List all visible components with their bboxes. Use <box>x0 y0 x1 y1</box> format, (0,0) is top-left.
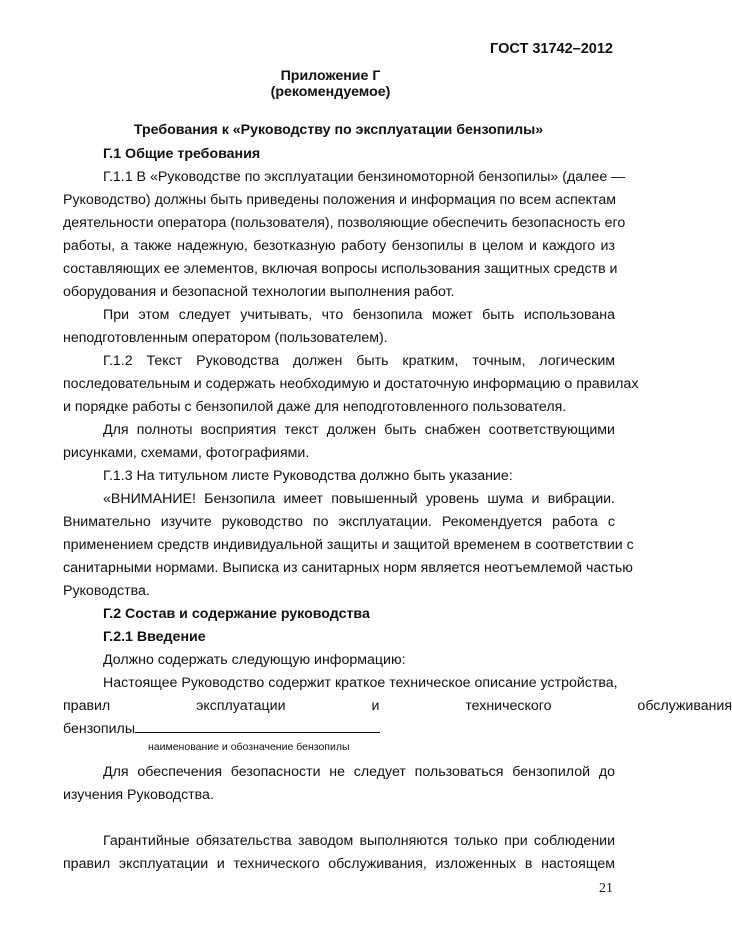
paragraph-line: оборудования и безопасной технологии выполнения работ. <box>63 284 455 300</box>
fill-in-blank <box>135 718 380 733</box>
paragraph-line: работы, а также надежную, безотказную работу бензопилы в целом и каждого из <box>63 238 615 254</box>
warning-line: применением средств индивидуальной защиты и защитой временем в соответствии с <box>63 537 634 553</box>
warning-line: Руководства. <box>63 583 150 599</box>
paragraph-line: Для обеспечения безопасности не следует пользоваться бензопилой до <box>103 764 615 780</box>
paragraph-line: Г.1.2 Текст Руководства должен быть кратким, точным, логическим <box>103 353 615 369</box>
heading-g2: Г.2 Состав и содержание руководства <box>103 606 370 622</box>
paragraph-line: деятельности оператора (пользователя), позволяющие обеспечить безопасность его <box>63 215 626 231</box>
section-title: Требования к «Руководству по эксплуатации бензопилы» <box>133 122 544 138</box>
paragraph-line: Настоящее Руководство содержит краткое техническое описание устройства, <box>103 675 618 691</box>
paragraph-line: При этом следует учитывать, что бензопила может быть использована <box>103 307 615 323</box>
appendix-title: Приложение Г <box>280 68 381 84</box>
paragraph-line: последовательным и содержать необходимую и достаточную информацию о правилах <box>63 376 639 392</box>
paragraph-line: Г.1.3 На титульном листе Руководства должно быть указание: <box>103 468 513 484</box>
paragraph-line: неподготовленным оператором (пользователем). <box>63 330 388 346</box>
page-number: 21 <box>599 881 613 896</box>
paragraph-line: рисунками, схемами, фотографиями. <box>63 445 310 461</box>
paragraph-line: Для полноты восприятия текст должен быть снабжен соответствующими <box>103 422 615 438</box>
paragraph-line: правил эксплуатации и технического обслуживания, изложенных в настоящем <box>63 856 615 872</box>
warning-line: Внимательно изучите руководство по эксплуатации. Рекомендуется работа с <box>63 514 615 530</box>
paragraph-line: составляющих ее элементов, включая вопросы использования защитных средств и <box>63 261 618 277</box>
paragraph-line: изучения Руководства. <box>63 787 214 803</box>
paragraph-line: правил эксплуатации и технического обслуживания <box>63 698 732 714</box>
paragraph-line: Гарантийные обязательства заводом выполняются только при соблюдении <box>103 833 615 849</box>
standard-code: ГОСТ 31742–2012 <box>490 41 613 57</box>
blank-line <box>63 717 615 741</box>
paragraph-line: Г.1.1 В «Руководстве по эксплуатации бензиномоторной бензопилы» (далее — <box>103 169 626 185</box>
paragraph-line: Должно содержать следующую информацию: <box>103 652 406 668</box>
heading-g21: Г.2.1 Введение <box>103 629 206 645</box>
paragraph-line: бензопилы <box>63 721 136 737</box>
warning-line: санитарными нормами. Выписка из санитарных норм является неотъемлемой частью <box>63 560 633 576</box>
paragraph-line: Руководство) должны быть приведены положения и информация по всем аспектам <box>63 192 616 208</box>
appendix-subtitle: (рекомендуемое) <box>270 84 391 100</box>
paragraph-line: и порядке работы с бензопилой даже для неподготовленного пользователя. <box>63 399 567 415</box>
warning-line: «ВНИМАНИЕ! Бензопила имеет повышенный уровень шума и вибрации. <box>103 491 615 507</box>
heading-g1: Г.1 Общие требования <box>103 146 261 162</box>
blank-caption: наименование и обозначение бензопилы <box>148 741 350 753</box>
